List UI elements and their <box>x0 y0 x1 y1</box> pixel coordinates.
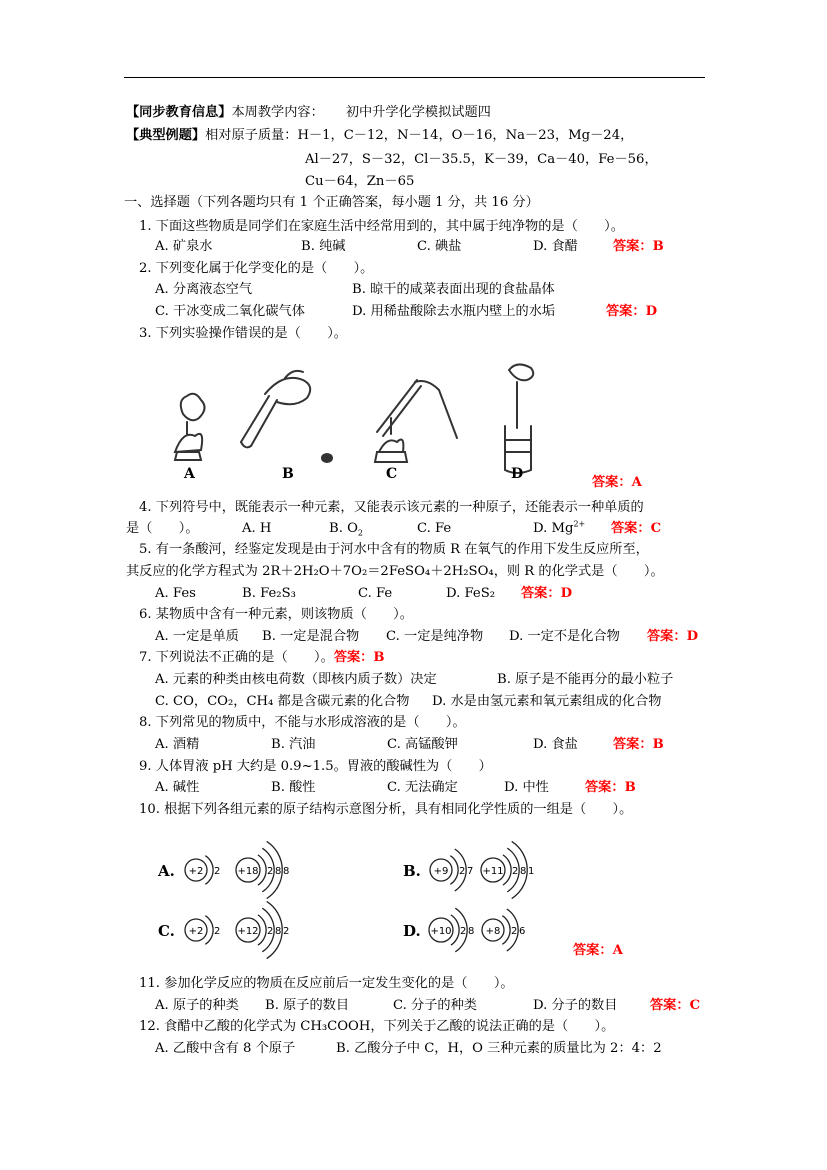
q6-option-c: C. 一定是纯净物 <box>386 629 484 644</box>
sync-info-tag: 【同步教育信息】 <box>126 105 232 120</box>
q8-option-b: B. 汽油 <box>271 737 316 752</box>
beaker-d-icon <box>505 364 533 473</box>
q5-equation: 2R＋2H₂O＋7O₂＝2FeSO₄＋2H₂SO₄ <box>262 564 494 579</box>
q2-stem: 2. 下列变化属于化学变化的是（ ）。 <box>139 261 374 276</box>
shell-electron-count: 8 <box>468 926 475 937</box>
header-rule <box>124 77 705 78</box>
atom-diagram <box>236 901 289 958</box>
answer-value: A <box>631 475 642 490</box>
week-content: 初中升学化学模拟试题四 <box>345 105 491 120</box>
shell-electron-count: 2 <box>267 926 274 937</box>
group-label: A. <box>158 862 175 880</box>
q12-option-a: A. 乙酸中含有 8 个原子 <box>155 1041 296 1056</box>
atom-diagram <box>185 856 220 885</box>
q1-answer <box>613 237 664 257</box>
q4-option-b <box>329 519 363 539</box>
shell-electron-count: 2 <box>511 926 518 937</box>
shell-electron-count: 8 <box>275 926 282 937</box>
atom-diagram <box>482 909 525 951</box>
shell-electron-count: 8 <box>520 866 527 877</box>
answer-value: A <box>612 943 623 958</box>
q4-option-d <box>533 519 585 539</box>
q5-option-d: D. FeS₂ <box>446 586 496 601</box>
q2-option-b: B. 晾干的咸菜表面出现的食盐晶体 <box>352 282 555 297</box>
q5-eq-prefix: 其反应的化学方程式为 <box>126 564 263 579</box>
q11-option-d: D. 分子的数目 <box>533 998 618 1013</box>
q7-option-b: B. 原子是不能再分的最小粒子 <box>497 672 674 687</box>
answer-label: 答案： <box>613 737 653 752</box>
q1-option-a: A. 矿泉水 <box>155 239 213 254</box>
group-label: C. <box>158 922 175 940</box>
atom-diagram <box>430 849 473 891</box>
q5-stem: 5. 有一条酸河，经鉴定发现是由于河水中含有的物质 R 在氧气的作用下发生反应所至， <box>139 542 649 557</box>
nucleus-charge: +11 <box>482 866 504 877</box>
q5-eq-suffix: ，则 R 的化学式是（ ）。 <box>493 564 664 579</box>
atomic-mass-line-3: Cu－64，Zn－65 <box>305 174 415 189</box>
answer-value: B <box>652 737 664 752</box>
q3-figure-label-a: A <box>184 466 195 482</box>
nucleus-charge: +10 <box>430 926 452 937</box>
q7-stem-text: 7. 下列说法不正确的是（ ）。 <box>139 650 334 665</box>
shell-electron-count: 2 <box>512 866 519 877</box>
q4-option-c: C. Fe <box>417 521 452 536</box>
q8-option-d: D. 食盐 <box>533 737 578 752</box>
answer-value: B <box>624 780 636 795</box>
q4-option-d-sup: 2+ <box>573 519 586 529</box>
q11-option-c: C. 分子的种类 <box>393 998 477 1013</box>
shell-electron-count: 7 <box>467 866 474 877</box>
q2-option-d: D. 用稀盐酸除去水瓶内壁上的水垢 <box>352 304 556 319</box>
q5-option-a: A. Fes <box>155 586 196 601</box>
q9-option-b: B. 酸性 <box>271 780 316 795</box>
q12-stem: 12. 食醋中乙酸的化学式为 CH₃COOH，下列关于乙酸的说法正确的是（ ）。 <box>139 1019 615 1034</box>
shell-electron-count: 1 <box>528 866 535 877</box>
answer-value: D <box>686 629 698 644</box>
answer-label: 答案： <box>647 629 687 644</box>
q3-figure-label-d: D <box>511 466 524 482</box>
nucleus-charge: +18 <box>237 866 259 877</box>
q4-option-d-text: D. Mg <box>533 521 574 536</box>
answer-label: 答案： <box>592 475 632 490</box>
electron-shell-arc <box>258 915 266 945</box>
q7-option-d: D. 水是由氢元素和氧元素组成的化合物 <box>432 694 662 709</box>
atom-diagram <box>185 916 220 945</box>
q4-stem-2: 是（ ）。 <box>126 521 199 536</box>
q7-option-c: C. CO，CO₂，CH₄ 都是含碳元素的化合物 <box>155 694 410 709</box>
atomic-mass-line-2: Al－27，S－32，Cl－35.5，K－39，Ca－40，Fe－56， <box>305 152 658 167</box>
nucleus-charge: +2 <box>188 926 204 937</box>
electron-shell-arc <box>503 855 511 885</box>
shell-electron-count: 2 <box>460 926 467 937</box>
q4-stem: 4. 下列符号中，既能表示一种元素，又能表示该元素的一种原子，还能表示一种单质的 <box>139 500 644 515</box>
shell-electron-count: 2 <box>283 926 290 937</box>
q9-stem: 9. 人体胃液 pH 大约是 0.9~1.5。胃液的酸碱性为（ ） <box>139 759 492 774</box>
q10-answer <box>573 941 623 961</box>
alcohol-lamp-a-icon <box>175 394 205 460</box>
q3-figure-label-b: B <box>282 466 294 482</box>
q11-option-a: A. 原子的种类 <box>155 998 239 1013</box>
nucleus-charge: +2 <box>188 866 204 877</box>
atom-diagram <box>236 841 289 898</box>
answer-value: B <box>652 239 664 254</box>
q9-answer <box>585 778 636 798</box>
group-label: B. <box>403 862 421 880</box>
q2-option-c: C. 干冰变成二氧化碳气体 <box>155 304 305 319</box>
q4-option-b-sub: 2 <box>357 528 363 538</box>
q1-option-c: C. 碘盐 <box>417 239 462 254</box>
q2-answer <box>606 302 657 322</box>
q9-option-c: C. 无法确定 <box>387 780 458 795</box>
q8-answer <box>613 735 664 755</box>
q10-stem: 10. 根据下列各组元素的原子结构示意图分析，具有相同化学性质的一组是（ ）。 <box>139 802 633 817</box>
q3-figure-label-c: C <box>386 466 398 482</box>
q9-option-a: A. 碱性 <box>155 780 200 795</box>
answer-label: 答案： <box>333 650 374 665</box>
atom-diagram <box>429 908 474 952</box>
answer-label: 答案： <box>611 521 651 536</box>
shell-electron-count: 8 <box>275 866 282 877</box>
q1-option-b: B. 纯碱 <box>301 239 346 254</box>
q2-option-a: A. 分离液态空气 <box>155 282 253 297</box>
typical-examples-tag: 【典型例题】 <box>126 128 206 143</box>
answer-value: C <box>650 521 662 536</box>
q8-option-a: A. 酒精 <box>155 737 200 752</box>
electron-shell-arc <box>258 855 266 885</box>
answer-label: 答案： <box>573 943 613 958</box>
group-label: D. <box>403 922 421 940</box>
heating-setup-c-icon <box>375 380 457 462</box>
q6-option-d: D. 一定不是化合物 <box>509 629 620 644</box>
shell-electron-count: 8 <box>283 866 290 877</box>
answer-value: D <box>645 304 657 319</box>
shell-electron-count: 2 <box>459 866 466 877</box>
q4-option-a: A. H <box>242 521 272 536</box>
shell-electron-count: 6 <box>519 926 526 937</box>
q5-option-c: C. Fe <box>358 586 393 601</box>
q7-answer <box>334 650 385 665</box>
shell-electron-count: 2 <box>267 866 274 877</box>
answer-label: 答案： <box>585 780 625 795</box>
section-title: 一、选择题（下列各题均只有 1 个正确答案，每小题 1 分，共 16 分） <box>124 195 539 210</box>
q11-answer <box>650 996 700 1016</box>
q4-option-b-text: B. O <box>329 521 358 536</box>
answer-value: C <box>689 998 701 1013</box>
answer-label: 答案： <box>650 998 690 1013</box>
q6-stem: 6. 某物质中含有一种元素，则该物质（ ）。 <box>139 607 413 622</box>
shell-electron-count: 2 <box>214 926 221 937</box>
q11-stem: 11. 参加化学反应的物质在反应前后一定发生变化的是（ ）。 <box>139 976 514 991</box>
answer-label: 答案： <box>606 304 646 319</box>
atomic-mass-label: 相对原子质量： <box>205 128 298 143</box>
q5-option-b: B. Fe₂S₃ <box>242 586 296 601</box>
atom-diagram <box>481 841 534 898</box>
q6-option-b: B. 一定是混合物 <box>262 629 360 644</box>
week-content-label: 本周教学内容： <box>231 105 324 120</box>
header-line-2 <box>126 126 633 146</box>
answer-value: B <box>373 650 385 665</box>
electron-shell-arc <box>451 915 459 945</box>
nucleus-charge: +9 <box>433 866 449 877</box>
header-line-1 <box>126 103 491 123</box>
q7-option-a: A. 元素的种类由核电荷数（即核内质子数）决定 <box>155 672 437 687</box>
q3-answer <box>592 473 642 493</box>
q1-stem: 1. 下面这些物质是同学们在家庭生活中经常用到的，其中属于纯净物的是（ ）。 <box>139 219 624 234</box>
atomic-mass-line-1: H－1，C－12，N－14，O－16，Na－23，Mg－24， <box>297 128 634 143</box>
q1-option-d: D. 食醋 <box>533 239 578 254</box>
q8-stem: 8. 下列常见的物质中，不能与水形成溶液的是（ ）。 <box>139 715 466 730</box>
q6-option-a: A. 一定是单质 <box>155 629 239 644</box>
q6-answer <box>647 627 698 647</box>
nucleus-charge: +12 <box>237 926 259 937</box>
nucleus-charge: +8 <box>485 926 501 937</box>
q9-option-d: D. 中性 <box>504 780 549 795</box>
q11-option-b: B. 原子的数目 <box>265 998 350 1013</box>
q8-option-c: C. 高锰酸钾 <box>387 737 458 752</box>
q10-atom-diagrams <box>150 835 570 965</box>
q5-answer <box>521 584 572 604</box>
test-tube-b-icon <box>241 371 332 462</box>
q7-stem <box>139 648 385 668</box>
answer-value: D <box>560 586 572 601</box>
q3-stem: 3. 下列实验操作错误的是（ ）。 <box>139 326 347 341</box>
answer-label: 答案： <box>521 586 561 601</box>
q5-equation-line <box>126 562 664 582</box>
q12-option-b: B. 乙酸分子中 C，H，O 三种元素的质量比为 2：4：2 <box>336 1041 662 1056</box>
q3-lab-figure <box>165 352 545 487</box>
q4-answer <box>611 519 661 539</box>
shell-electron-count: 2 <box>214 866 221 877</box>
answer-label: 答案： <box>613 239 653 254</box>
